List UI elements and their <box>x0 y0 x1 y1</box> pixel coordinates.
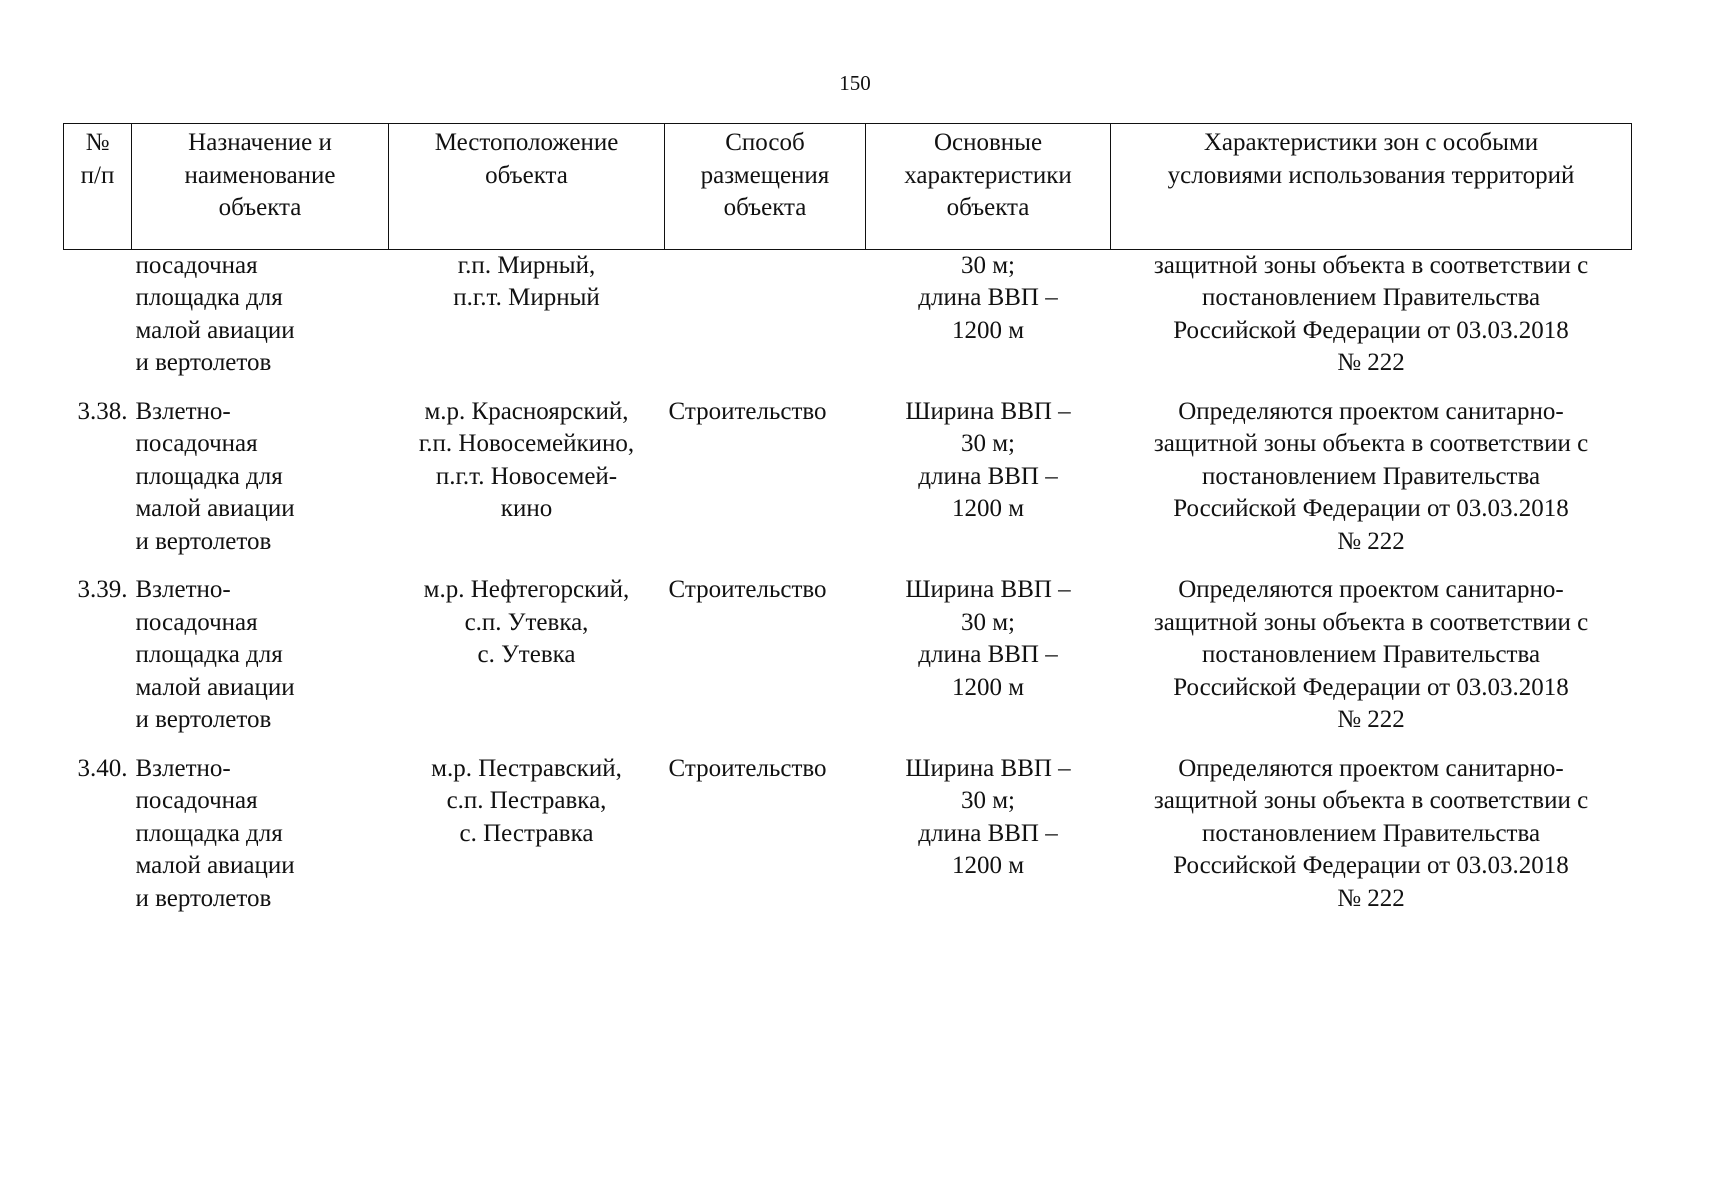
cell-zones: защитной зоны объекта в соответствии с постановлением Правительства Российской Федерации от 03.03.2018 № 222 <box>1153 251 1589 376</box>
cell-location: м.р. Красноярский, г.п. Новосемейкино, п.г.т. Новосемей- кино <box>418 397 635 522</box>
cell-method: Строительство <box>668 754 827 782</box>
cell-characteristics: Ширина ВВП – 30 м; длина ВВП – 1200 м <box>905 397 1071 522</box>
table-row <box>64 396 1632 575</box>
cell-name: Взлетно- посадочная площадка для малой авиации и вертолетов <box>135 754 295 912</box>
table-row <box>64 574 1632 753</box>
cell-name: посадочная площадка для малой авиации и вертолетов <box>135 251 295 376</box>
table-header <box>64 124 1632 250</box>
cell-characteristics: Ширина ВВП – 30 м; длина ВВП – 1200 м <box>905 754 1071 879</box>
cell-location: м.р. Нефтегорский, с.п. Утевка, с. Утевка <box>423 576 630 668</box>
header-name: Назначение и наименование объекта <box>132 124 389 250</box>
cell-characteristics: 30 м; длина ВВП – 1200 м <box>918 251 1058 344</box>
cell-name: Взлетно- посадочная площадка для малой авиации и вертолетов <box>135 397 295 555</box>
page-number: 150 <box>839 71 871 95</box>
cell-num <box>64 249 132 396</box>
cell-method: Строительство <box>668 397 827 425</box>
cell-num: 3.39. <box>77 576 128 603</box>
cell-zones: Определяются проектом санитарно- защитной зоны объекта в соответствии с постановлением Правительства Российской Федерации от 03.03.2018 № 222 <box>1153 576 1589 733</box>
cell-zones: Определяются проектом санитарно- защитной зоны объекта в соответствии с постановлением Правительства Российской Федерации от 03.03.2018 № 222 <box>1153 754 1589 912</box>
header-num: № п/п <box>64 124 132 250</box>
cell-location: м.р. Пестравский, с.п. Пестравка, с. Пестравка <box>431 754 622 847</box>
cell-num: 3.38. <box>77 397 128 425</box>
objects-table <box>63 123 1632 915</box>
header-characteristics: Основные характеристики объекта <box>866 124 1111 250</box>
cell-method: Строительство <box>668 576 827 603</box>
table-row <box>64 753 1632 916</box>
header-method: Способ размещения объекта <box>665 124 866 250</box>
cell-method <box>665 249 866 396</box>
cell-name: Взлетно- посадочная площадка для малой авиации и вертолетов <box>135 576 295 733</box>
header-zones: Характеристики зон с особыми условиями использования территорий <box>1111 124 1632 250</box>
header-location: Местоположение объекта <box>389 124 665 250</box>
cell-characteristics: Ширина ВВП – 30 м; длина ВВП – 1200 м <box>905 576 1071 701</box>
table-row-continuation <box>64 249 1632 396</box>
cell-zones: Определяются проектом санитарно- защитной зоны объекта в соответствии с постановлением Правительства Российской Федерации от 03.03.2018 № 222 <box>1153 397 1589 555</box>
cell-num: 3.40. <box>77 754 128 782</box>
cell-location: г.п. Мирный, п.г.т. Мирный <box>453 251 600 311</box>
